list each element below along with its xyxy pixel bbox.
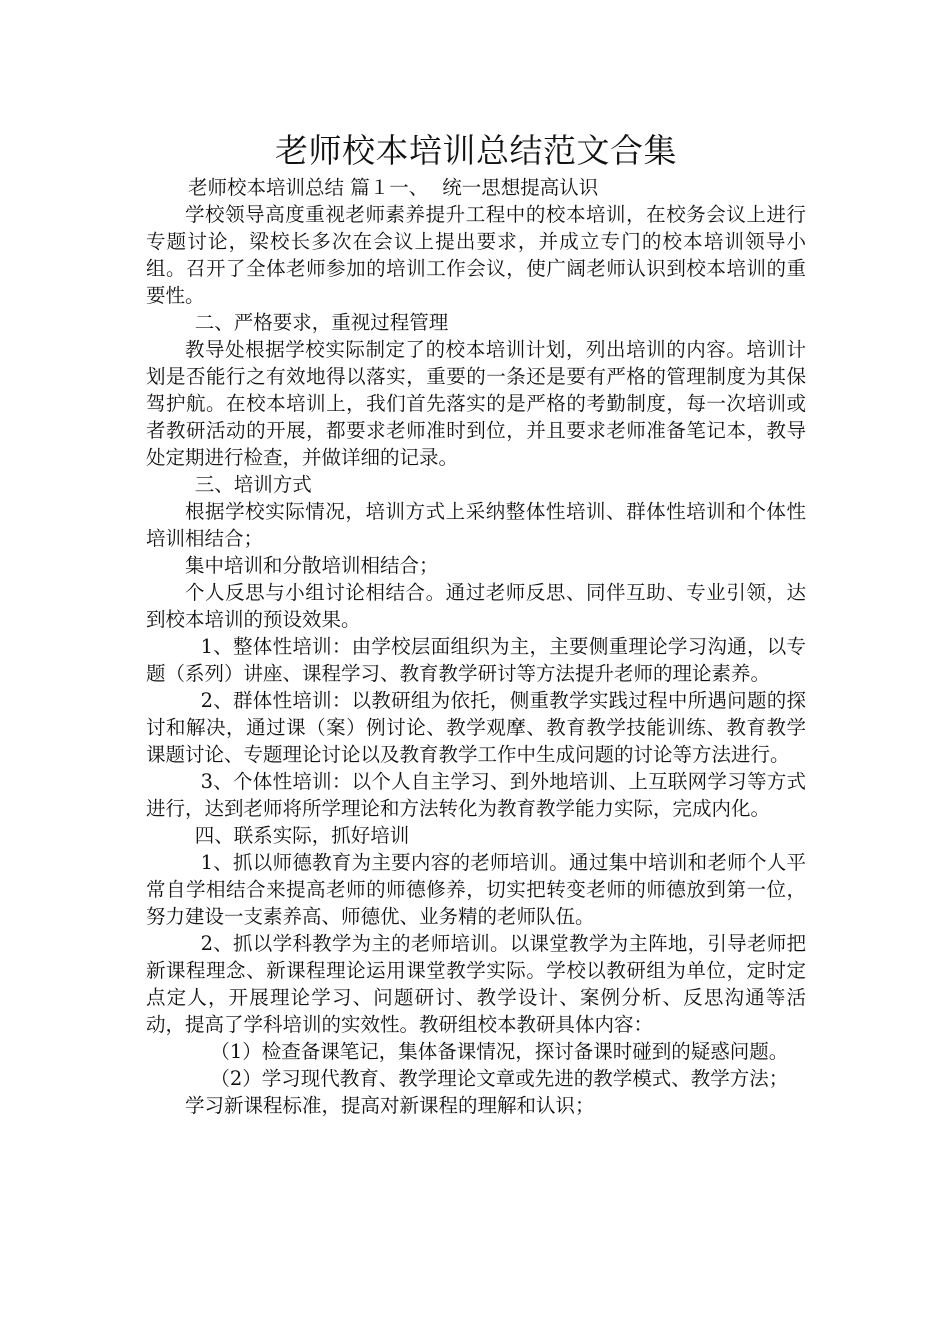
subtitle-part-2: 统一思想提高认识 bbox=[442, 176, 599, 199]
paragraph: 个人反思与小组讨论相结合。通过老师反思、同伴互助、专业引领，达到校本培训的预设效果。 bbox=[146, 581, 806, 631]
paragraph: 学习新课程标准，提高对新课程的理解和认识； bbox=[185, 1094, 595, 1117]
paragraph: 2、群体性培训：以教研组为依托，侧重教学实践过程中所遇问题的探讨和解决，通过课（案）例讨论、教学观摩、教育教学技能训练、教育教学课题讨论、专题理论讨论以及教育教学工作中生成问题的讨论等方法进行。 bbox=[146, 689, 806, 766]
paragraph: 2、抓以学科教学为主的老师培训。以课堂教学为主阵地，引导老师把新课程理念、新课程理论运用课堂教学实际。学校以教研组为单位，定时定点定人，开展理论学习、问题研讨、教学设计、案例分析、反思沟通等活动，提高了学科培训的实效性。教研组校本教研具体内容： bbox=[146, 932, 806, 1036]
paragraph: 根据学校实际情况，培训方式上采纳整体性培训、群体性培训和个体性培训相结合； bbox=[146, 500, 806, 550]
paragraph: 集中培训和分散培训相结合； bbox=[185, 554, 439, 577]
paragraph: 1、抓以师德教育为主要内容的老师培训。通过集中培训和老师个人平常自学相结合来提高老师的师德修养，切实把转变老师的师德放到第一位，努力建设一支素养高、师德优、业务精的老师队伍。 bbox=[146, 851, 806, 928]
section-heading: 四、联系实际，抓好培训 bbox=[194, 824, 410, 847]
paragraph: （2）学习现代教育、教学理论文章或先进的教学模式、教学方法； bbox=[210, 1067, 789, 1090]
section-heading: 三、培训方式 bbox=[194, 473, 312, 496]
section-heading: 二、严格要求，重视过程管理 bbox=[194, 311, 449, 334]
document-subtitle bbox=[146, 174, 806, 201]
paragraph: 1、整体性培训：由学校层面组织为主，主要侧重理论学习沟通，以专题（系列）讲座、课程学习、教育教学研讨等方法提升老师的理论素养。 bbox=[146, 635, 806, 685]
paragraph: 3、个体性培训：以个人自主学习、到外地培训、上互联网学习等方式进行，达到老师将所学理论和方法转化为教育教学能力实际，完成内化。 bbox=[146, 770, 806, 820]
paragraph: 学校领导高度重视老师素养提升工程中的校本培训，在校务会议上进行专题讨论，梁校长多次在会议上提出要求，并成立专门的校本培训领导小组。召开了全体老师参加的培训工作会议，使广阔老师认识到校本培训的重要性。 bbox=[146, 203, 806, 307]
paragraph: 教导处根据学校实际制定了的校本培训计划，列出培训的内容。培训计划是否能行之有效地得以落实，重要的一条还是要有严格的管理制度为其保驾护航。在校本培训上，我们首先落实的是严格的考勤制度，每一次培训或者教研活动的开展，都要求老师准时到位，并且要求老师准备笔记本，教导处定期进行检查，并做详细的记录。 bbox=[146, 338, 806, 469]
document-body bbox=[146, 201, 806, 1119]
paragraph: （1）检查备课笔记，集体备课情况，探讨备课时碰到的疑惑问题。 bbox=[210, 1040, 789, 1063]
subtitle-part-1: 老师校本培训总结 篇１一、 bbox=[188, 176, 429, 199]
document-title: 老师校本培训总结范文合集 bbox=[275, 131, 677, 170]
document-page bbox=[146, 128, 806, 1119]
